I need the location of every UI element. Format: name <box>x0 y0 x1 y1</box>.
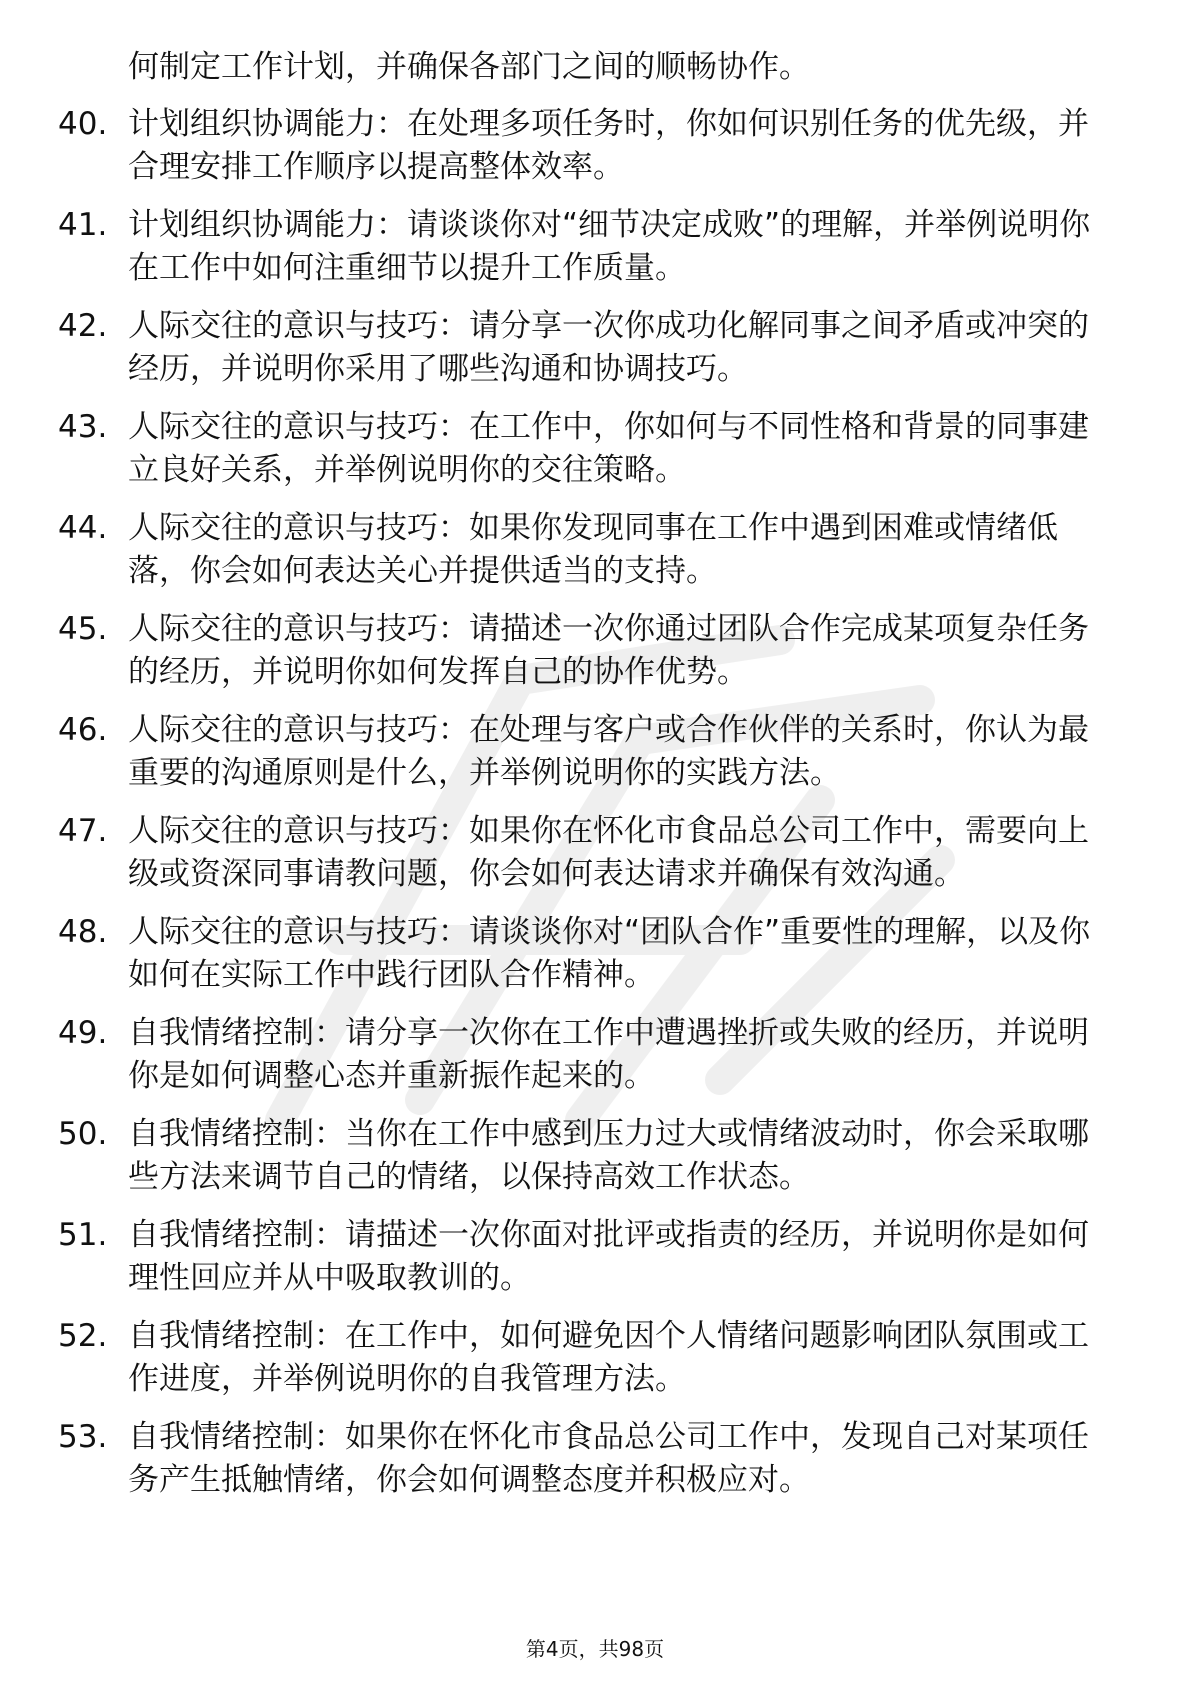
question-number: 49. <box>58 1015 108 1051</box>
question-item <box>58 608 1118 694</box>
question-text: 自我情绪控制：请描述一次你面对批评或指责的经历，并说明你是如何理性回应并从中吸取教训的。 <box>128 1217 1089 1296</box>
question-text: 计划组织协调能力：请谈谈你对“细节决定成败”的理解，并举例说明你在工作中如何注重细节以提升工作质量。 <box>128 207 1091 286</box>
question-number: 53. <box>58 1419 108 1455</box>
question-text: 人际交往的意识与技巧：在处理与客户或合作伙伴的关系时，你认为最重要的沟通原则是什么，并举例说明你的实践方法。 <box>128 712 1089 791</box>
question-text: 人际交往的意识与技巧：请描述一次你通过团队合作完成某项复杂任务的经历，并说明你如何发挥自己的协作优势。 <box>128 611 1089 690</box>
question-text: 自我情绪控制：当你在工作中感到压力过大或情绪波动时，你会采取哪些方法来调节自己的情绪，以保持高效工作状态。 <box>128 1116 1089 1195</box>
question-item <box>58 1012 1118 1098</box>
question-number: 40. <box>58 106 108 142</box>
question-number: 41. <box>58 207 108 243</box>
question-text: 计划组织协调能力：在处理多项任务时，你如何识别任务的优先级，并合理安排工作顺序以提高整体效率。 <box>128 106 1089 185</box>
question-number: 47. <box>58 813 108 849</box>
question-item <box>58 507 1118 593</box>
question-text: 人际交往的意识与技巧：如果你发现同事在工作中遇到困难或情绪低落，你会如何表达关心并提供适当的支持。 <box>128 510 1058 589</box>
question-number: 50. <box>58 1116 108 1152</box>
question-item <box>58 103 1118 189</box>
question-number: 52. <box>58 1318 108 1354</box>
question-item <box>58 1315 1118 1401</box>
question-item <box>58 406 1118 492</box>
question-item <box>58 709 1118 795</box>
question-item <box>58 1416 1118 1502</box>
question-text: 人际交往的意识与技巧：请谈谈你对“团队合作”重要性的理解，以及你如何在实际工作中践行团队合作精神。 <box>128 914 1091 993</box>
question-item <box>58 911 1118 997</box>
question-number: 44. <box>58 510 108 546</box>
question-item <box>58 204 1118 290</box>
question-text: 人际交往的意识与技巧：请分享一次你成功化解同事之间矛盾或冲突的经历，并说明你采用了哪些沟通和协调技巧。 <box>128 308 1089 387</box>
question-number: 51. <box>58 1217 108 1253</box>
page-number: 第4页，共98页 <box>525 1637 665 1661</box>
question-text: 人际交往的意识与技巧：在工作中，你如何与不同性格和背景的同事建立良好关系，并举例说明你的交往策略。 <box>128 409 1089 488</box>
question-number: 46. <box>58 712 108 748</box>
question-item <box>58 305 1118 391</box>
question-text: 人际交往的意识与技巧：如果你在怀化市食品总公司工作中，需要向上级或资深同事请教问题，你会如何表达请求并确保有效沟通。 <box>128 813 1089 892</box>
question-text: 自我情绪控制：如果你在怀化市食品总公司工作中，发现自己对某项任务产生抵触情绪，你会如何调整态度并积极应对。 <box>128 1419 1089 1498</box>
question-text: 自我情绪控制：在工作中，如何避免因个人情绪问题影响团队氛围或工作进度，并举例说明你的自我管理方法。 <box>128 1318 1089 1397</box>
question-number: 45. <box>58 611 108 647</box>
continued-text: 何制定工作计划，并确保各部门之间的顺畅协作。 <box>128 49 810 85</box>
question-list <box>58 46 1118 1517</box>
question-number: 43. <box>58 409 108 445</box>
question-item <box>58 1214 1118 1300</box>
question-item <box>58 1113 1118 1199</box>
question-item <box>58 810 1118 896</box>
question-number: 42. <box>58 308 108 344</box>
question-number: 48. <box>58 914 108 950</box>
question-text: 自我情绪控制：请分享一次你在工作中遭遇挫折或失败的经历，并说明你是如何调整心态并重新振作起来的。 <box>128 1015 1089 1094</box>
